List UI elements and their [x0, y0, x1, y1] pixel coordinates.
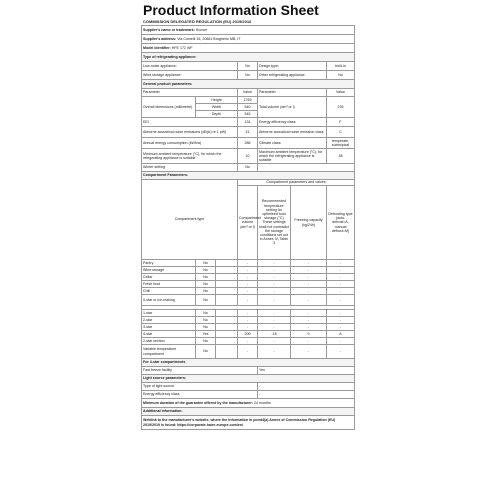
compartment-volume: - — [238, 317, 258, 324]
compartment-defrost: - — [327, 324, 355, 331]
noise-class-value: C — [327, 127, 355, 138]
compartment-name: 1-star — [142, 310, 196, 317]
wine-storage-value: No — [238, 71, 258, 80]
eei-label: EEI — [142, 118, 238, 127]
compartment-name: Fresh food — [142, 281, 196, 288]
compartment-freezing: - — [291, 324, 327, 331]
eei-row — [142, 118, 355, 127]
supplier-address-value: Via Comelli 16, 20861 Brugherio MB, IT — [177, 36, 241, 41]
total-volume-label: Total volume (dm³ or l) — [258, 97, 327, 118]
compartment-present: No — [196, 281, 216, 288]
compartment-volume: - — [238, 267, 258, 274]
compartment-freezing: - — [291, 274, 327, 281]
other-appliance-value: No — [327, 71, 355, 80]
compartment-name: Variable temperature compartment — [142, 345, 196, 359]
supplier-address-row — [142, 35, 355, 44]
compartment-row — [142, 331, 355, 338]
compartment-row — [142, 260, 355, 267]
compartment-temperature: - — [258, 288, 291, 295]
max-temperature-label: Maximum ambient temperature (°C), for which the refrigerating appliance is suitable — [258, 149, 327, 164]
compartment-present: No — [196, 295, 216, 306]
light-class-label: Energy efficiency class — [142, 391, 258, 399]
total-volume-value: 235 — [327, 97, 355, 118]
compartment-defrost: A — [327, 331, 355, 338]
compartment-row — [142, 288, 355, 295]
compartment-volume: - — [238, 281, 258, 288]
compartment-freezing: - — [291, 338, 327, 345]
compartment-row — [142, 295, 355, 306]
low-noise-label: Low-noise appliance: — [142, 62, 238, 71]
general-heading: General product parameters: — [142, 80, 355, 89]
compartment-defrost: - — [327, 281, 355, 288]
appliance-row-2 — [142, 71, 355, 80]
guarantee-value: 24 months — [254, 400, 271, 405]
noise-value: 41 — [238, 127, 258, 138]
light-type-label: Type of light source — [142, 383, 258, 391]
model-row — [142, 44, 355, 53]
defrost-type-header: Defrosting type (auto-defrost=A, manual defrost=M) — [327, 186, 355, 260]
compartment-temperature: -18 — [258, 331, 291, 338]
compartment-defrost: - — [327, 317, 355, 324]
compartment-volume: - — [238, 295, 258, 306]
regulation-line: COMMISSION DELEGATED REGULATION (EU) 2019/2016 — [143, 19, 252, 24]
compartment-present: No — [196, 260, 216, 267]
compartment-temperature: - — [258, 317, 291, 324]
compartment-present: Yes — [196, 331, 216, 338]
height-value: 1769 — [238, 97, 258, 104]
general-heading-row — [142, 80, 355, 89]
compartment-row — [142, 324, 355, 331]
compartment-freezing: - — [291, 260, 327, 267]
compartment-name: 3-star — [142, 324, 196, 331]
parameter-header: Parameter — [142, 89, 238, 97]
compartment-values-header: Compartment parameters and values — [238, 180, 355, 186]
compartment-defrost: - — [327, 260, 355, 267]
compartment-row — [142, 345, 355, 359]
width-value: 540 — [238, 104, 258, 111]
light-heading: Light source parameters: — [142, 375, 355, 383]
compartment-defrost: - — [327, 274, 355, 281]
compartment-temperature: - — [258, 345, 291, 359]
compartment-volume: - — [238, 288, 258, 295]
consumption-label: Annual energy consumption (kWh/a) — [142, 138, 238, 149]
compartment-volume: - — [238, 274, 258, 281]
compartment-name: 2-star — [142, 317, 196, 324]
compartment-temperature: - — [258, 310, 291, 317]
compartment-freezing: - — [291, 267, 327, 274]
compartment-volume: - — [238, 260, 258, 267]
compartment-present: No — [196, 310, 216, 317]
design-type-value: built-in — [327, 62, 355, 71]
appliance-row-1 — [142, 62, 355, 71]
compartment-volume: - — [238, 345, 258, 359]
noise-class-label: Airborne acoustical noise emission class — [258, 127, 327, 138]
additional-info-row — [142, 416, 355, 430]
model-value: HFE 172 WF — [171, 45, 193, 50]
compartment-volume: - — [238, 338, 258, 345]
consumption-value: 286 — [238, 138, 258, 149]
low-noise-value: No — [238, 62, 258, 71]
freezing-capacity-header: Freezing capacity (kg/24h) — [291, 186, 327, 260]
min-temperature-label: Minimum ambient temperature (°C), for which the refrigerating appliance is suitable — [142, 149, 238, 164]
other-appliance-label: Other refrigerating appliance: — [258, 71, 327, 80]
compartment-temperature: - — [258, 338, 291, 345]
volume-header: Compartment volume (dm³ or l) — [238, 186, 258, 260]
light-class-row — [142, 391, 355, 399]
compartment-name: Chill — [142, 288, 196, 295]
width-label: Width — [196, 104, 238, 111]
value-header: Value — [238, 89, 258, 97]
compartment-name: 0-star or ice-making — [142, 295, 196, 306]
parameter-header: Parameter — [258, 89, 327, 97]
compartment-volume: - — [238, 324, 258, 331]
compartment-temperature: - — [258, 295, 291, 306]
supplier-name-value: Hoover — [195, 27, 208, 32]
compartment-freezing: - — [291, 345, 327, 359]
additional-heading: Additional information: — [142, 408, 355, 416]
compartment-defrost: - — [327, 288, 355, 295]
compartment-volume: 200 — [238, 331, 258, 338]
climate-class-label: Climate class: — [258, 138, 327, 149]
compartment-temperature: - — [258, 324, 291, 331]
energy-class-value: F — [327, 118, 355, 127]
climate-class-value: temperate, subtropical — [327, 138, 355, 149]
compartment-present: No — [196, 345, 216, 359]
compartment-present: No — [196, 274, 216, 281]
depth-label: Depth — [196, 111, 238, 118]
additional-heading-row — [142, 408, 355, 416]
compartment-temperature: - — [258, 274, 291, 281]
compartment-freezing: - — [291, 317, 327, 324]
compartment-volume: - — [238, 310, 258, 317]
noise-row — [142, 127, 355, 138]
winter-setting-label: Winter setting — [142, 164, 238, 172]
energy-class-label: Energy efficiency class — [258, 118, 327, 127]
temperature-header: Recommended temperature setting for optimised food storage (°C) These settings shall not contradict the storage conditions set out in Annex IV, Table 3 — [258, 186, 291, 260]
supplier-name-row — [142, 26, 355, 35]
compartment-freezing: - — [291, 295, 327, 306]
winter-setting-value: No — [238, 164, 258, 172]
compartment-heading: Compartment Parameters: — [142, 172, 355, 180]
supplier-name-label: Supplier's name or trademark: — [143, 27, 195, 32]
compartment-freezing: - — [291, 310, 327, 317]
general-header-row — [142, 89, 355, 97]
dimensions-row-height — [142, 97, 355, 104]
value-header: Value — [327, 89, 355, 97]
page-title: Product Information Sheet — [143, 2, 319, 18]
dimensions-label: Overall dimensions (millimetre) — [142, 97, 196, 118]
compartment-present: No — [196, 338, 216, 345]
compartment-row — [142, 274, 355, 281]
compartment-defrost: - — [327, 267, 355, 274]
light-class-value: - — [258, 391, 355, 399]
four-star-heading: For 4-star compartments — [142, 359, 355, 367]
appliance-heading-row — [142, 53, 355, 62]
compartment-row — [142, 338, 355, 345]
light-type-value: - — [258, 383, 355, 391]
winter-setting-row — [142, 164, 355, 172]
ambient-temperature-row — [142, 149, 355, 164]
compartment-present: No — [196, 317, 216, 324]
compartment-name: Cellar — [142, 274, 196, 281]
compartment-present: No — [196, 288, 216, 295]
compartment-present: No — [196, 324, 216, 331]
compartment-name: Wine storage — [142, 267, 196, 274]
max-temperature-value: 38 — [327, 149, 355, 164]
sheet-table — [141, 25, 355, 430]
light-heading-row — [142, 375, 355, 383]
compartment-type-header: Compartment type — [142, 180, 238, 260]
compartment-defrost: - — [327, 345, 355, 359]
compartment-row — [142, 317, 355, 324]
appliance-heading: Type of refrigerating appliance: — [142, 53, 355, 62]
eei-value: 134 — [238, 118, 258, 127]
fast-freeze-row — [142, 367, 355, 375]
compartment-temperature: - — [258, 281, 291, 288]
consumption-row — [142, 138, 355, 149]
guarantee-label: Minimum duration of the guarantee offered by the manufacturer: — [143, 400, 254, 405]
compartment-defrost: - — [327, 295, 355, 306]
compartment-defrost: - — [327, 338, 355, 345]
compartment-row — [142, 310, 355, 317]
compartment-present: No — [196, 267, 216, 274]
compartment-freezing: - — [291, 281, 327, 288]
four-star-heading-row — [142, 359, 355, 367]
compartment-name: 4-star — [142, 331, 196, 338]
depth-value: 545 — [238, 111, 258, 118]
compartment-freezing: - — [291, 288, 327, 295]
light-type-row — [142, 383, 355, 391]
supplier-address-label: Supplier's address: — [143, 36, 177, 41]
compartment-name: 2-star section — [142, 338, 196, 345]
min-temperature-value: 10 — [238, 149, 258, 164]
compartment-row — [142, 267, 355, 274]
additional-info-text: Weblink to the manufacturer's website, where the information in point4(a) Annex of Commission Regulation (EU) 2019/2019 is found: https://corporate.haier-europe.com/en/ — [142, 416, 355, 430]
compartment-freezing: 9 — [291, 331, 327, 338]
model-label: Model identifier: — [143, 45, 171, 50]
compartment-temperature: - — [258, 267, 291, 274]
guarantee-row — [142, 399, 355, 408]
wine-storage-label: Wine storage appliance: — [142, 71, 238, 80]
design-type-label: Design type: — [258, 62, 327, 71]
compartment-defrost: - — [327, 310, 355, 317]
compartment-name: Pantry — [142, 260, 196, 267]
fast-freeze-label: Fast freeze facility — [142, 367, 258, 375]
compartment-temperature: - — [258, 260, 291, 267]
noise-label: Airborne acoustical noise emissions (dB(A) re 1 pW) — [142, 127, 238, 138]
compartment-row — [142, 281, 355, 288]
fast-freeze-value: Yes — [258, 367, 355, 375]
height-label: Height — [196, 97, 238, 104]
compartment-heading-row — [142, 172, 355, 180]
